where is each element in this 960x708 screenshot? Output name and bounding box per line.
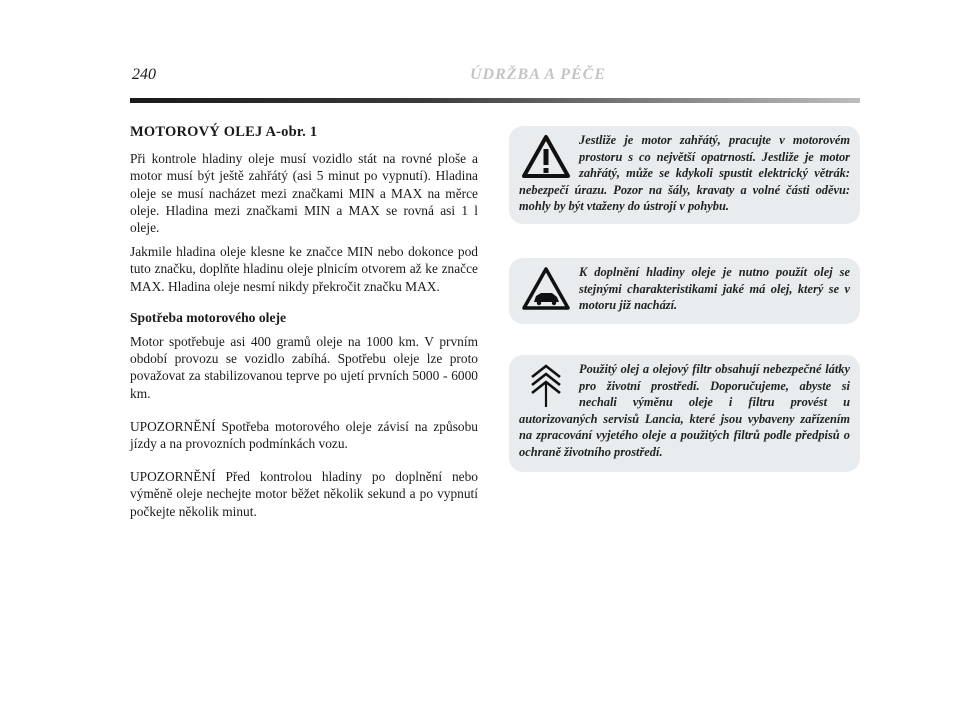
main-column — [130, 124, 478, 527]
page-number: 240 — [132, 66, 156, 83]
note-text: Použitý olej a olejový filtr obsahují nebezpečné látky pro životní prostředí. Doporučujeme, abyste si nechali výměnu oleje i filtru provést u autorizovaných servisů Lancia, které jsou vybaveny zařízením na zpracování vyjetého oleje a použitých filtrů podle předpisů o ochraně životního prostředí. — [519, 362, 850, 459]
paragraph-consumption: Motor spotřebuje asi 400 gramů oleje na 1000 km. V prvním období provozu se vozidlo zabíhá. Spotřebu oleje lze proto považovat za stabilizovanou teprve po ujetí prvních 5000 - 6000 km. — [130, 334, 478, 401]
note-text: Jestliže je motor zahřátý, pracujte v motorovém prostoru s co největší opatrností. Jestliže je motor zahřátý, může se kdykoli spustit elektrický větrák: nebezpečí úrazu. Pozor na šály, kravaty a volné části oděvu: mohly by být vtaženy do ústrojí v pohybu. — [519, 133, 850, 214]
paragraph-level-check: Při kontrole hladiny oleje musí vozidlo stát na rovné ploše a motor musí být ještě zahřátý (asi 5 minut po vypnutí). Hladina oleje se musí nacházet mezi značkami MIN a MAX na měrce oleje. Hladina mezi značkami MIN a MAX se rovná asi 1 l oleje. — [130, 151, 478, 236]
paragraph-top-up: Jakmile hladina oleje klesne ke značce MIN nebo dokonce pod tuto značku, doplňte hladinu oleje plnicím otvorem až ke značce MAX. Hladina oleje nesmí nikdy překročit značku MAX. — [130, 244, 478, 294]
note-hot-engine — [509, 126, 860, 224]
warning-exclamation-icon — [521, 134, 571, 180]
note-environment — [509, 355, 860, 472]
header-rule — [130, 98, 860, 103]
section-title: ÚDRŽBA A PÉČE — [470, 66, 606, 83]
section-heading: MOTOROVÝ OLEJ A-obr. 1 — [130, 124, 318, 140]
note-oil-type — [509, 258, 860, 324]
warning-vehicle-icon — [521, 266, 571, 312]
paragraph-warning-2: UPOZORNĚNÍ Před kontrolou hladiny po doplnění nebo výměně oleje nechejte motor běžet několik sekund a po vypnutí počkejte několik minut. — [130, 469, 478, 519]
paragraph-warning-1: UPOZORNĚNÍ Spotřeba motorového oleje závisí na způsobu jízdy a na provozních podmínkách vozu. — [130, 418, 478, 452]
subheading-consumption: Spotřeba motorového oleje — [130, 309, 287, 325]
note-text: K doplnění hladiny oleje je nutno použít olej se stejnými charakteristikami jaké má olej, který se v motoru již nachází. — [579, 265, 850, 313]
environment-chevrons-icon — [521, 363, 571, 409]
